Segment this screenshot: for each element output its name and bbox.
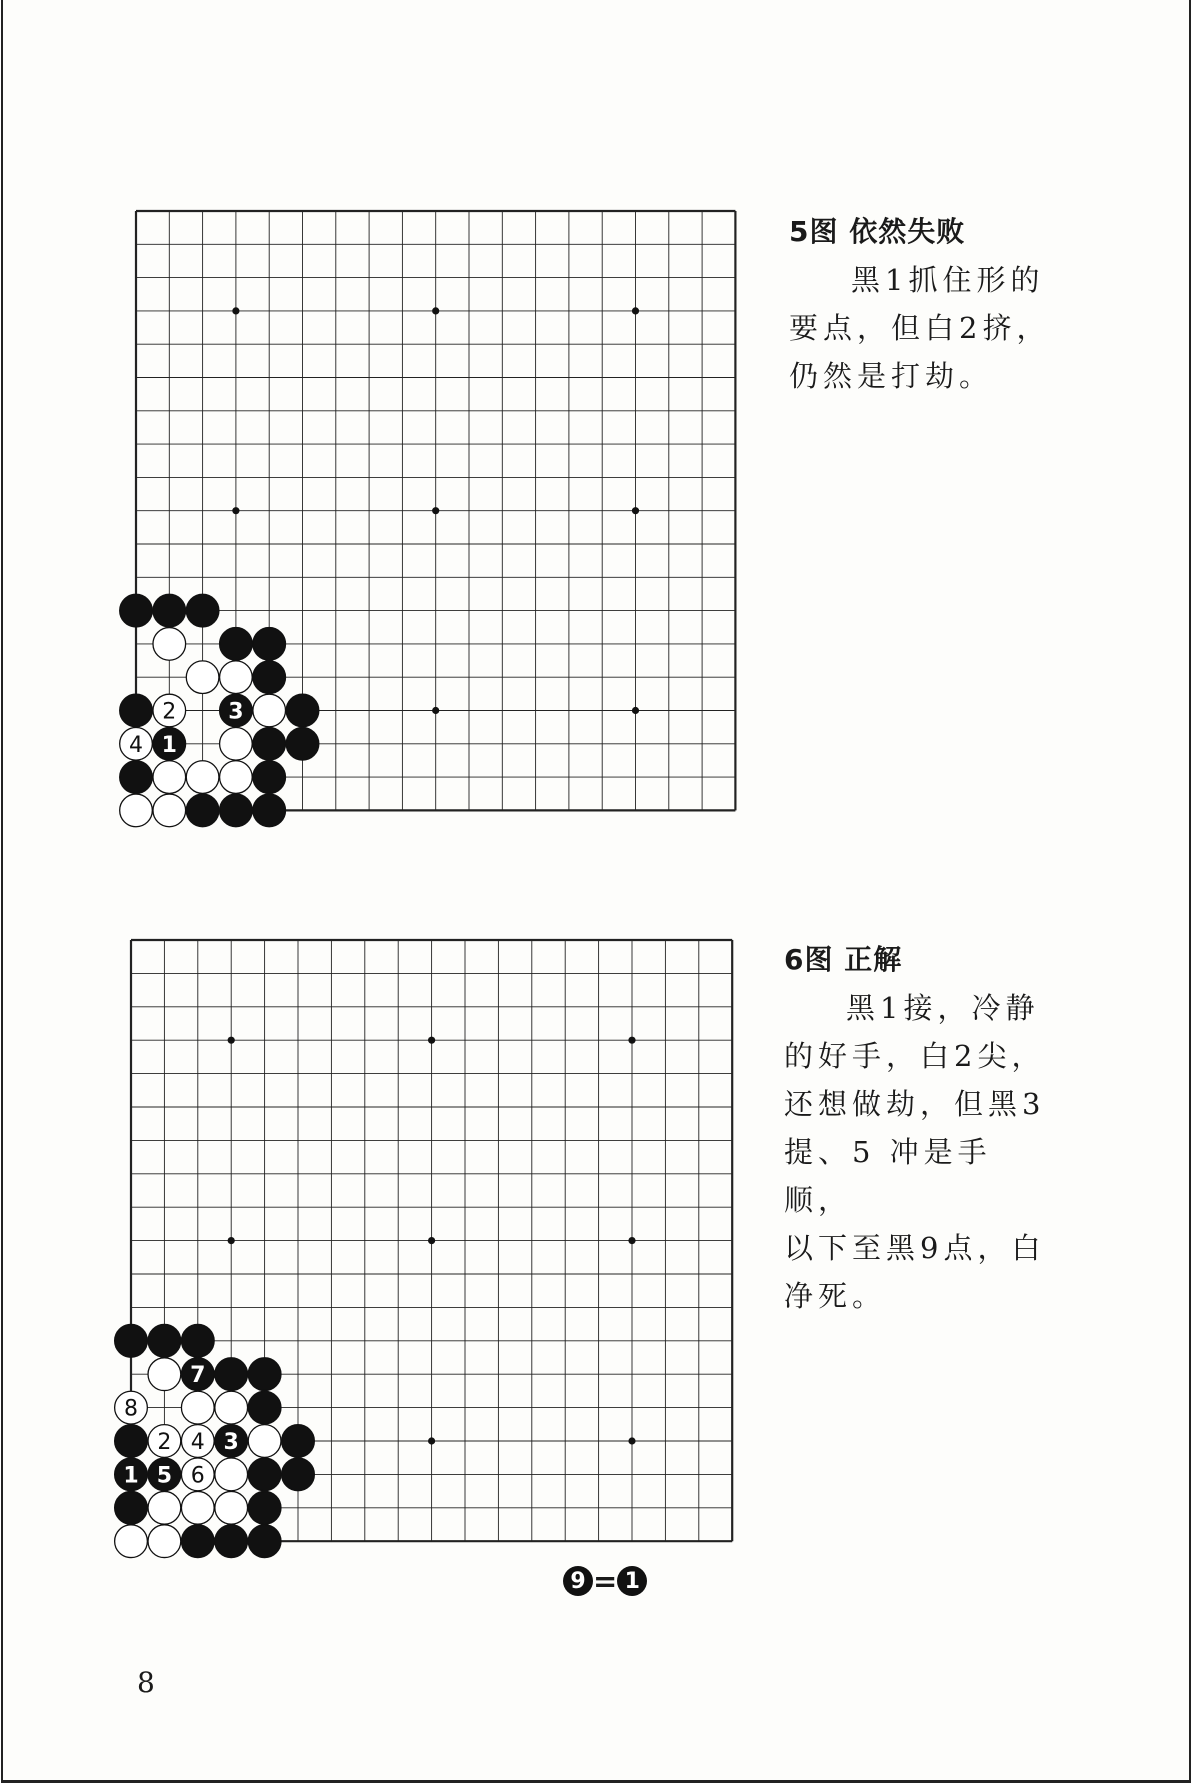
note-stone-1: 1 <box>617 1566 647 1596</box>
stone-move-number: 3 <box>228 699 244 725</box>
diagram-6-line: 的好手，白2尖， <box>784 1039 1046 1073</box>
stone-disc <box>181 1324 214 1357</box>
stone-disc <box>215 1391 248 1424</box>
black-stone <box>248 1525 281 1558</box>
black-stone <box>181 1324 214 1357</box>
black-stone <box>282 1458 315 1491</box>
white-stone <box>148 1491 181 1524</box>
black-stone <box>215 1525 248 1558</box>
star-point <box>428 1237 435 1244</box>
stone-disc <box>181 1491 214 1524</box>
stone-disc <box>215 1491 248 1524</box>
diagram-5-line: 仍然是打劫。 <box>789 359 994 393</box>
diagram-6-line: 还想做劫，但黑3 <box>784 1087 1046 1121</box>
white-stone <box>181 1491 214 1524</box>
white-stone <box>248 1425 281 1458</box>
white-stone <box>148 1425 181 1458</box>
book-page <box>1 0 1191 1783</box>
stone-move-number: 3 <box>223 1430 239 1455</box>
stone-move-number: 6 <box>190 1463 205 1489</box>
stone-move-number: 1 <box>123 1463 139 1489</box>
star-point <box>228 1237 235 1244</box>
stone-move-number: 2 <box>157 1430 172 1455</box>
stone-move-number: 2 <box>162 699 177 725</box>
diagram-5-line: 黑1抓住形的 <box>851 263 1045 297</box>
diagram-6-line: 提、5 冲是手顺， <box>784 1135 992 1217</box>
page-number: 8 <box>137 1666 155 1699</box>
stone-disc <box>248 1491 281 1524</box>
black-stone <box>181 1525 214 1558</box>
black-stone <box>115 1425 148 1458</box>
white-stone <box>215 1491 248 1524</box>
white-stone <box>181 1458 214 1491</box>
stone-move-number: 1 <box>161 732 177 758</box>
black-stone <box>215 1425 248 1458</box>
diagram-6-line: 以下至黑9点，白 <box>784 1231 1046 1265</box>
black-stone <box>248 1391 281 1424</box>
white-stone <box>148 1358 181 1391</box>
diagram-6-line: 净死。 <box>784 1279 887 1313</box>
stone-disc <box>215 1458 248 1491</box>
black-stone <box>115 1324 148 1357</box>
stone-move-number: 8 <box>124 1396 138 1422</box>
black-stone <box>248 1358 281 1391</box>
black-stone <box>282 1425 315 1458</box>
white-stone <box>115 1391 148 1424</box>
stone-move-number: 5 <box>156 1463 173 1489</box>
stone-disc <box>248 1391 281 1424</box>
diagram-5-heading: 5图 依然失败 <box>789 215 966 248</box>
black-stone <box>215 1358 248 1391</box>
black-stone <box>148 1458 181 1491</box>
stone-disc <box>115 1525 148 1558</box>
stone-disc <box>181 1525 214 1558</box>
black-stone <box>248 1491 281 1524</box>
white-stone <box>181 1391 214 1424</box>
white-stone <box>181 1425 214 1458</box>
star-point <box>428 1437 435 1444</box>
diagram-6-heading: 6图 正解 <box>784 943 903 976</box>
stone-disc <box>215 1358 248 1391</box>
move-note <box>563 1564 647 1598</box>
note-stone-9: 9 <box>563 1566 593 1596</box>
white-stone <box>215 1391 248 1424</box>
stone-disc <box>282 1425 315 1458</box>
go-board-diagram-6 <box>3 0 1189 1780</box>
stone-disc <box>248 1358 281 1391</box>
diagram-5-line: 要点，但白2挤， <box>789 311 1051 345</box>
star-point <box>428 1037 435 1044</box>
stone-disc <box>248 1525 281 1558</box>
diagram-6-caption <box>784 938 1050 1320</box>
stone-move-number: 4 <box>190 1430 205 1455</box>
stone-disc <box>181 1391 214 1424</box>
stone-move-number: 7 <box>190 1363 206 1389</box>
star-point <box>228 1037 235 1044</box>
stone-move-number: 4 <box>129 732 143 758</box>
note-equals: = <box>593 1564 618 1598</box>
black-stone <box>248 1458 281 1491</box>
diagram-6-body <box>784 984 1050 1320</box>
stone-disc <box>115 1491 148 1524</box>
black-stone <box>181 1358 214 1391</box>
white-stone <box>215 1458 248 1491</box>
stone-disc <box>282 1458 315 1491</box>
diagram-6-line: 黑1接，冷静 <box>846 991 1040 1025</box>
stone-disc <box>115 1324 148 1357</box>
stone-disc <box>148 1491 181 1524</box>
white-stone <box>115 1525 148 1558</box>
star-point <box>628 1037 635 1044</box>
stone-disc <box>148 1525 181 1558</box>
stone-disc <box>248 1425 281 1458</box>
stone-disc <box>148 1324 181 1357</box>
black-stone <box>115 1458 148 1491</box>
white-stone <box>148 1525 181 1558</box>
black-stone <box>148 1324 181 1357</box>
stone-disc <box>148 1358 181 1391</box>
star-point <box>628 1237 635 1244</box>
stone-disc <box>115 1425 148 1458</box>
stone-disc <box>215 1525 248 1558</box>
black-stone <box>115 1491 148 1524</box>
stone-disc <box>248 1458 281 1491</box>
star-point <box>628 1437 635 1444</box>
